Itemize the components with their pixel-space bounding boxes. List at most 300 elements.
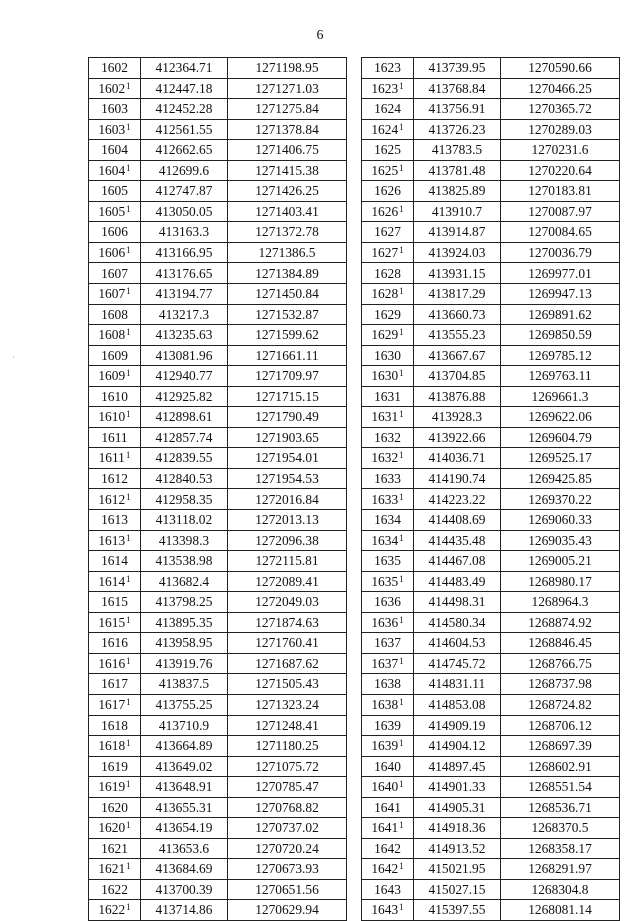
x-coordinate-cell: 413726.23 xyxy=(414,119,501,140)
x-coordinate-cell: 413176.65 xyxy=(141,263,228,284)
table-row xyxy=(362,58,620,79)
point-id-superscript: 1 xyxy=(126,244,131,255)
table-row xyxy=(362,489,620,510)
table-row xyxy=(362,859,620,880)
x-coordinate-cell: 412662.65 xyxy=(141,140,228,161)
point-id-superscript: 1 xyxy=(399,203,404,214)
x-coordinate-cell: 412747.87 xyxy=(141,181,228,202)
point-id-cell xyxy=(362,797,414,818)
table-row xyxy=(362,797,620,818)
x-coordinate-cell: 412925.82 xyxy=(141,386,228,407)
table-row xyxy=(89,715,347,736)
y-coordinate-cell: 1270590.66 xyxy=(501,58,620,79)
y-coordinate-cell: 1271372.78 xyxy=(228,222,347,243)
table-row xyxy=(89,838,347,859)
y-coordinate-cell: 1270673.93 xyxy=(228,859,347,880)
y-coordinate-cell: 1271687.62 xyxy=(228,653,347,674)
table-row xyxy=(89,468,347,489)
x-coordinate-cell: 413781.48 xyxy=(414,160,501,181)
table-row xyxy=(89,756,347,777)
point-id: 1622 xyxy=(98,902,126,918)
point-id-cell xyxy=(362,345,414,366)
point-id: 1613 xyxy=(101,512,128,528)
point-id-cell xyxy=(89,592,141,613)
table-row xyxy=(89,797,347,818)
y-coordinate-cell: 1268291.97 xyxy=(501,859,620,880)
point-id-cell xyxy=(89,263,141,284)
table-row xyxy=(362,468,620,489)
y-coordinate-cell: 1270220.64 xyxy=(501,160,620,181)
point-id-superscript: 1 xyxy=(399,820,404,831)
point-id: 1614 xyxy=(101,553,128,569)
point-id-cell xyxy=(362,838,414,859)
x-coordinate-cell: 412840.53 xyxy=(141,468,228,489)
point-id-cell xyxy=(89,448,141,469)
table-row xyxy=(362,263,620,284)
table-row xyxy=(89,777,347,798)
table-row xyxy=(362,242,620,263)
point-id: 1628 xyxy=(371,286,399,302)
point-id: 1611 xyxy=(101,429,128,445)
x-coordinate-cell: 414913.52 xyxy=(414,838,501,859)
point-id-superscript: 1 xyxy=(126,573,131,584)
table-row xyxy=(89,510,347,531)
point-id-cell xyxy=(89,653,141,674)
x-coordinate-cell: 413922.66 xyxy=(414,427,501,448)
point-id-superscript: 1 xyxy=(399,286,404,297)
point-id: 1625 xyxy=(371,162,399,178)
point-id-cell xyxy=(362,468,414,489)
y-coordinate-cell: 1269035.43 xyxy=(501,530,620,551)
point-id: 1637 xyxy=(371,655,399,671)
point-id-cell xyxy=(362,78,414,99)
point-id-cell xyxy=(362,99,414,120)
x-coordinate-cell: 415027.15 xyxy=(414,879,501,900)
table-row xyxy=(89,551,347,572)
table-row xyxy=(89,633,347,654)
point-id-cell xyxy=(362,407,414,428)
x-coordinate-cell: 412898.61 xyxy=(141,407,228,428)
y-coordinate-cell: 1269661.3 xyxy=(501,386,620,407)
x-coordinate-cell: 414604.53 xyxy=(414,633,501,654)
table-row xyxy=(89,181,347,202)
x-coordinate-cell: 413654.19 xyxy=(141,818,228,839)
point-id: 1641 xyxy=(374,799,401,815)
table-row xyxy=(362,222,620,243)
point-id: 1604 xyxy=(98,162,126,178)
point-id: 1607 xyxy=(98,286,126,302)
table-row xyxy=(362,777,620,798)
x-coordinate-cell: 412699.6 xyxy=(141,160,228,181)
y-coordinate-cell: 1269425.85 xyxy=(501,468,620,489)
table-row xyxy=(362,386,620,407)
table-row xyxy=(362,592,620,613)
x-coordinate-cell: 413217.3 xyxy=(141,304,228,325)
point-id-superscript: 1 xyxy=(126,203,131,214)
table-row xyxy=(89,530,347,551)
table-row xyxy=(362,633,620,654)
point-id: 1642 xyxy=(374,840,401,856)
y-coordinate-cell: 1271903.65 xyxy=(228,427,347,448)
point-id-superscript: 1 xyxy=(399,80,404,91)
x-coordinate-cell: 413798.25 xyxy=(141,592,228,613)
y-coordinate-cell: 1268358.17 xyxy=(501,838,620,859)
point-id-cell xyxy=(362,366,414,387)
point-id-superscript: 1 xyxy=(126,697,131,708)
point-id-superscript: 1 xyxy=(126,491,131,502)
y-coordinate-cell: 1271248.41 xyxy=(228,715,347,736)
point-id-superscript: 1 xyxy=(399,779,404,790)
x-coordinate-cell: 414901.33 xyxy=(414,777,501,798)
table-row xyxy=(89,427,347,448)
point-id: 1614 xyxy=(98,573,126,589)
point-id: 1603 xyxy=(98,121,126,137)
table-row xyxy=(89,900,347,921)
y-coordinate-cell: 1269005.21 xyxy=(501,551,620,572)
point-id-superscript: 1 xyxy=(126,655,131,666)
y-coordinate-cell: 1270183.81 xyxy=(501,181,620,202)
table-row xyxy=(362,304,620,325)
point-id-cell xyxy=(89,242,141,263)
y-coordinate-cell: 1271384.89 xyxy=(228,263,347,284)
x-coordinate-cell: 414918.36 xyxy=(414,818,501,839)
x-coordinate-cell: 412857.74 xyxy=(141,427,228,448)
x-coordinate-cell: 413235.63 xyxy=(141,325,228,346)
x-coordinate-cell: 413756.91 xyxy=(414,99,501,120)
point-id-superscript: 1 xyxy=(126,286,131,297)
point-id-cell xyxy=(362,263,414,284)
point-id: 1634 xyxy=(374,512,401,528)
point-id: 1616 xyxy=(98,655,126,671)
point-id-superscript: 1 xyxy=(126,162,131,173)
y-coordinate-cell: 1272096.38 xyxy=(228,530,347,551)
x-coordinate-cell: 413914.87 xyxy=(414,222,501,243)
x-coordinate-cell: 413081.96 xyxy=(141,345,228,366)
table-row xyxy=(89,99,347,120)
y-coordinate-cell: 1268551.54 xyxy=(501,777,620,798)
point-id-superscript: 1 xyxy=(399,368,404,379)
x-coordinate-cell: 413538.98 xyxy=(141,551,228,572)
x-coordinate-cell: 413817.29 xyxy=(414,284,501,305)
x-coordinate-cell: 414853.08 xyxy=(414,694,501,715)
y-coordinate-cell: 1270737.02 xyxy=(228,818,347,839)
x-coordinate-cell: 414580.34 xyxy=(414,612,501,633)
x-coordinate-cell: 413667.67 xyxy=(414,345,501,366)
point-id: 1643 xyxy=(371,902,399,918)
point-id-cell xyxy=(362,592,414,613)
point-id: 1633 xyxy=(371,491,399,507)
x-coordinate-cell: 414905.31 xyxy=(414,797,501,818)
x-coordinate-cell: 412452.28 xyxy=(141,99,228,120)
table-row xyxy=(362,78,620,99)
point-id-superscript: 1 xyxy=(126,738,131,749)
y-coordinate-cell: 1271180.25 xyxy=(228,736,347,757)
point-id: 1618 xyxy=(98,738,126,754)
point-id: 1624 xyxy=(374,101,401,117)
y-coordinate-cell: 1271532.87 xyxy=(228,304,347,325)
point-id: 1641 xyxy=(371,820,399,836)
table-row xyxy=(362,694,620,715)
point-id: 1616 xyxy=(101,635,128,651)
y-coordinate-cell: 1269622.06 xyxy=(501,407,620,428)
point-id-cell xyxy=(89,633,141,654)
point-id-cell xyxy=(89,201,141,222)
point-id-superscript: 1 xyxy=(126,327,131,338)
y-coordinate-cell: 1271661.11 xyxy=(228,345,347,366)
table-row xyxy=(89,489,347,510)
y-coordinate-cell: 1271760.41 xyxy=(228,633,347,654)
table-row xyxy=(362,551,620,572)
point-id-superscript: 1 xyxy=(126,368,131,379)
point-id-cell xyxy=(89,160,141,181)
point-id-cell xyxy=(362,674,414,695)
point-id: 1642 xyxy=(371,861,399,877)
table-row xyxy=(89,592,347,613)
point-id-cell xyxy=(89,612,141,633)
y-coordinate-cell: 1268536.71 xyxy=(501,797,620,818)
coordinates-table-left xyxy=(88,57,347,921)
table-row xyxy=(89,818,347,839)
x-coordinate-cell: 413755.25 xyxy=(141,694,228,715)
table-row xyxy=(89,304,347,325)
point-id: 1638 xyxy=(374,676,401,692)
x-coordinate-cell: 412364.71 xyxy=(141,58,228,79)
point-id-cell xyxy=(89,427,141,448)
table-row xyxy=(89,448,347,469)
point-id: 1610 xyxy=(101,388,128,404)
point-id-cell xyxy=(89,386,141,407)
point-id-superscript: 1 xyxy=(399,614,404,625)
point-id-cell xyxy=(362,633,414,654)
y-coordinate-cell: 1269947.13 xyxy=(501,284,620,305)
y-coordinate-cell: 1271415.38 xyxy=(228,160,347,181)
x-coordinate-cell: 413555.23 xyxy=(414,325,501,346)
point-id-cell xyxy=(89,304,141,325)
point-id-superscript: 1 xyxy=(399,738,404,749)
x-coordinate-cell: 414831.11 xyxy=(414,674,501,695)
table-row xyxy=(89,859,347,880)
y-coordinate-cell: 1270084.65 xyxy=(501,222,620,243)
y-coordinate-cell: 1268724.82 xyxy=(501,694,620,715)
point-id: 1612 xyxy=(98,491,126,507)
x-coordinate-cell: 412561.55 xyxy=(141,119,228,140)
point-id: 1628 xyxy=(374,265,401,281)
point-id-cell xyxy=(89,900,141,921)
point-id: 1617 xyxy=(101,676,128,692)
x-coordinate-cell: 415021.95 xyxy=(414,859,501,880)
y-coordinate-cell: 1271275.84 xyxy=(228,99,347,120)
table-row xyxy=(362,530,620,551)
point-id: 1630 xyxy=(371,368,399,384)
y-coordinate-cell: 1269604.79 xyxy=(501,427,620,448)
x-coordinate-cell: 413958.95 xyxy=(141,633,228,654)
point-id: 1635 xyxy=(374,553,401,569)
table-row xyxy=(89,263,347,284)
x-coordinate-cell: 414190.74 xyxy=(414,468,501,489)
point-id-cell xyxy=(89,366,141,387)
point-id-cell xyxy=(89,510,141,531)
point-id-cell xyxy=(89,736,141,757)
point-id: 1607 xyxy=(101,265,128,281)
point-id: 1608 xyxy=(98,327,126,343)
point-id-cell xyxy=(89,345,141,366)
point-id-superscript: 1 xyxy=(126,121,131,132)
table-row xyxy=(362,838,620,859)
point-id: 1633 xyxy=(374,471,401,486)
point-id-superscript: 1 xyxy=(126,902,131,913)
point-id-cell xyxy=(362,859,414,880)
y-coordinate-cell: 1268964.3 xyxy=(501,592,620,613)
table-row xyxy=(89,160,347,181)
y-coordinate-cell: 1269850.59 xyxy=(501,325,620,346)
table-row xyxy=(89,242,347,263)
point-id-superscript: 1 xyxy=(125,450,131,461)
table-row xyxy=(89,366,347,387)
point-id: 1608 xyxy=(101,306,128,322)
point-id: 1602 xyxy=(98,80,126,96)
point-id: 1629 xyxy=(374,306,401,322)
y-coordinate-cell: 1269785.12 xyxy=(501,345,620,366)
x-coordinate-cell: 414483.49 xyxy=(414,571,501,592)
table-row xyxy=(362,571,620,592)
table-row xyxy=(89,653,347,674)
point-id: 1612 xyxy=(101,471,128,486)
point-id-cell xyxy=(89,694,141,715)
table-row xyxy=(89,58,347,79)
table-row xyxy=(362,427,620,448)
y-coordinate-cell: 1269525.17 xyxy=(501,448,620,469)
y-coordinate-cell: 1268737.98 xyxy=(501,674,620,695)
point-id-superscript: 1 xyxy=(126,80,131,91)
point-id-superscript: 1 xyxy=(399,244,404,255)
point-id: 1606 xyxy=(98,244,126,260)
point-id-cell xyxy=(89,181,141,202)
table-row xyxy=(89,879,347,900)
point-id: 1627 xyxy=(374,224,401,240)
y-coordinate-cell: 1271323.24 xyxy=(228,694,347,715)
y-coordinate-cell: 1268602.91 xyxy=(501,756,620,777)
table-row xyxy=(362,119,620,140)
point-id-cell xyxy=(89,551,141,572)
table-row xyxy=(89,284,347,305)
point-id: 1624 xyxy=(371,121,399,137)
point-id: 1638 xyxy=(371,697,399,713)
point-id-cell xyxy=(362,242,414,263)
point-id: 1632 xyxy=(374,429,401,445)
x-coordinate-cell: 414904.12 xyxy=(414,736,501,757)
x-coordinate-cell: 413895.35 xyxy=(141,612,228,633)
y-coordinate-cell: 1271954.53 xyxy=(228,468,347,489)
point-id: 1636 xyxy=(371,614,399,630)
table-row xyxy=(89,201,347,222)
y-coordinate-cell: 1271709.97 xyxy=(228,366,347,387)
x-coordinate-cell: 413704.85 xyxy=(414,366,501,387)
table-row xyxy=(362,284,620,305)
point-id-cell xyxy=(362,653,414,674)
table-row xyxy=(89,612,347,633)
point-id-cell xyxy=(89,78,141,99)
y-coordinate-cell: 1270466.25 xyxy=(501,78,620,99)
point-id-cell xyxy=(89,119,141,140)
point-id-cell xyxy=(362,119,414,140)
table-row xyxy=(89,140,347,161)
y-coordinate-cell: 1271874.63 xyxy=(228,612,347,633)
point-id-cell xyxy=(362,777,414,798)
point-id: 1622 xyxy=(101,881,128,897)
point-id-cell xyxy=(362,427,414,448)
point-id-superscript: 1 xyxy=(399,532,404,543)
point-id-cell xyxy=(89,222,141,243)
x-coordinate-cell: 414498.31 xyxy=(414,592,501,613)
y-coordinate-cell: 1271075.72 xyxy=(228,756,347,777)
point-id-cell xyxy=(362,510,414,531)
point-id-cell xyxy=(362,201,414,222)
point-id-cell xyxy=(362,551,414,572)
y-coordinate-cell: 1269763.11 xyxy=(501,366,620,387)
y-coordinate-cell: 1270651.56 xyxy=(228,879,347,900)
table-row xyxy=(362,756,620,777)
x-coordinate-cell: 413684.69 xyxy=(141,859,228,880)
point-id: 1632 xyxy=(371,450,399,466)
point-id: 1620 xyxy=(101,799,128,815)
x-coordinate-cell: 412958.35 xyxy=(141,489,228,510)
y-coordinate-cell: 1271599.62 xyxy=(228,325,347,346)
point-id: 1617 xyxy=(98,697,126,713)
point-id-cell xyxy=(89,468,141,489)
y-coordinate-cell: 1271954.01 xyxy=(228,448,347,469)
table-row xyxy=(362,674,620,695)
point-id: 1643 xyxy=(374,881,401,897)
point-id: 1626 xyxy=(371,203,399,219)
table-row xyxy=(89,222,347,243)
y-coordinate-cell: 1270087.97 xyxy=(501,201,620,222)
point-id: 1606 xyxy=(101,224,128,240)
x-coordinate-cell: 413710.9 xyxy=(141,715,228,736)
point-id: 1611 xyxy=(98,450,125,466)
x-coordinate-cell: 413653.6 xyxy=(141,838,228,859)
table-row xyxy=(89,386,347,407)
point-id-cell xyxy=(362,386,414,407)
x-coordinate-cell: 413700.39 xyxy=(141,879,228,900)
table-row xyxy=(362,407,620,428)
x-coordinate-cell: 414909.19 xyxy=(414,715,501,736)
point-id: 1627 xyxy=(371,244,399,260)
x-coordinate-cell: 413714.86 xyxy=(141,900,228,921)
y-coordinate-cell: 1268846.45 xyxy=(501,633,620,654)
point-id: 1623 xyxy=(371,80,399,96)
y-coordinate-cell: 1269060.33 xyxy=(501,510,620,531)
point-id-cell xyxy=(362,694,414,715)
point-id-cell xyxy=(89,530,141,551)
x-coordinate-cell: 413928.3 xyxy=(414,407,501,428)
x-coordinate-cell: 413648.91 xyxy=(141,777,228,798)
x-coordinate-cell: 413660.73 xyxy=(414,304,501,325)
y-coordinate-cell: 1271271.03 xyxy=(228,78,347,99)
x-coordinate-cell: 413050.05 xyxy=(141,201,228,222)
y-coordinate-cell: 1268697.39 xyxy=(501,736,620,757)
y-coordinate-cell: 1270720.24 xyxy=(228,838,347,859)
point-id: 1630 xyxy=(374,347,401,363)
point-id-cell xyxy=(362,325,414,346)
point-id-superscript: 1 xyxy=(399,697,404,708)
point-id: 1629 xyxy=(371,327,399,343)
point-id: 1631 xyxy=(371,409,399,425)
point-id-cell xyxy=(362,140,414,161)
point-id: 1609 xyxy=(98,368,126,384)
x-coordinate-cell: 414223.22 xyxy=(414,489,501,510)
point-id-cell xyxy=(89,58,141,79)
point-id-cell xyxy=(362,900,414,921)
